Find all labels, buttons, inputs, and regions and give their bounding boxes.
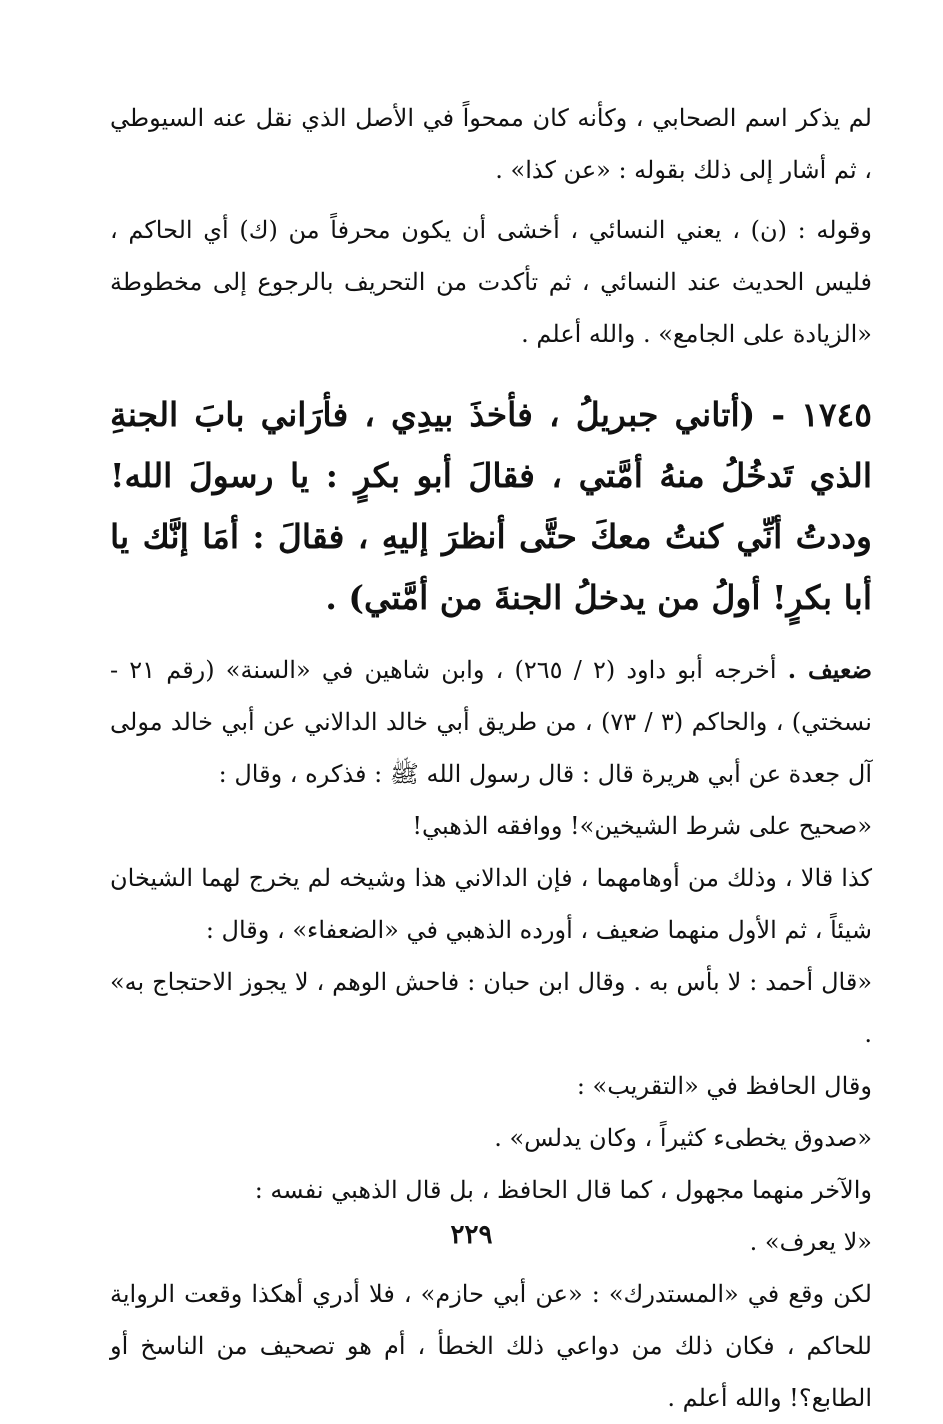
hadith-block [110, 384, 872, 628]
hadith-number: ١٧٤٥ - [771, 395, 872, 434]
la-yuraf-quote: «لا يعرف» . [749, 1228, 872, 1256]
paragraph-dalani: كذا قالا ، وذلك من أوهامهما ، فإن الدالاني هذا وشيخه لم يخرج لهما الشيخان شيئاً ، ثم الأول منهما ضعيف ، أورده الذهبي في «الضعفاء» ، وقال : [110, 864, 872, 944]
hakim-quote: «صحيح على شرط الشيخين»! ووافقه الذهبي! [412, 812, 872, 840]
page-number: ٢٢٩ [450, 1220, 493, 1250]
ahmad-quote: «قال أحمد : لا بأس به . وقال ابن حبان : فاحش الوهم ، لا يجوز الاحتجاج به» . [110, 968, 872, 1048]
paragraph-mustadrak: لكن وقع في «المستدرك» : «عن أبي حازم» ، فلا أدري أهكذا وقعت الرواية للحاكم ، فكان ذلك من دواعي ذلك الخطأ ، أم هو تصحيف من الناسخ أو الطابع؟! والله أعلم . [110, 1280, 872, 1412]
hafiz-quote: «صدوق يخطىء كثيراً ، وكان يدلس» . [494, 1124, 872, 1152]
hadith-text: (أتاني جبريلُ ، فأخذَ بيدِي ، فأرَاني بابَ الجنةِ الذي تَدخُلُ منهُ أمَّتي ، فقالَ أبو بكرٍ : يا رسولَ الله! وددتُ أنِّي كنتُ معكَ حتَّى أنظرَ إليهِ ، فقالَ : أمَا إنَّك يا أبا بكرٍ! أولُ من يدخلُ الجنةَ من أمَّتي) . [110, 395, 872, 617]
grade-label: ضعيف . [787, 655, 872, 684]
hafiz-intro: وقال الحافظ في «التقريب» : [576, 1072, 872, 1100]
takhrij-paragraph [110, 644, 872, 800]
paragraph-nasai: وقوله : (ن) ، يعني النسائي ، أخشى أن يكون محرفاً من (ك) أي الحاكم ، فليس الحديث عند النسائي ، ثم تأكدت من التحريف بالرجوع إلى مخطوطة «الزيادة على الجامع» . والله أعلم . [110, 216, 872, 348]
paragraph-suyuti: لم يذكر اسم الصحابي ، وكأنه كان ممحواً في الأصل الذي نقل عنه السيوطي ، ثم أشار إلى ذلك بقوله : «عن كذا» . [110, 104, 872, 184]
takhrij-text: أخرجه أبو داود (٢ / ٢٦٥) ، وابن شاهين في «السنة» (رقم ٢١ - نسختي) ، والحاكم (٣ / ٧٣) ، من طريق أبي خالد الدالاني عن أبي خالد مولى آل جعدة عن أبي هريرة قال : قال رسول الله ﷺ : فذكره ، وقال : [110, 656, 872, 788]
paragraph-majhul: والآخر منهما مجهول ، كما قال الحافظ ، بل قال الذهبي نفسه : [254, 1176, 872, 1204]
